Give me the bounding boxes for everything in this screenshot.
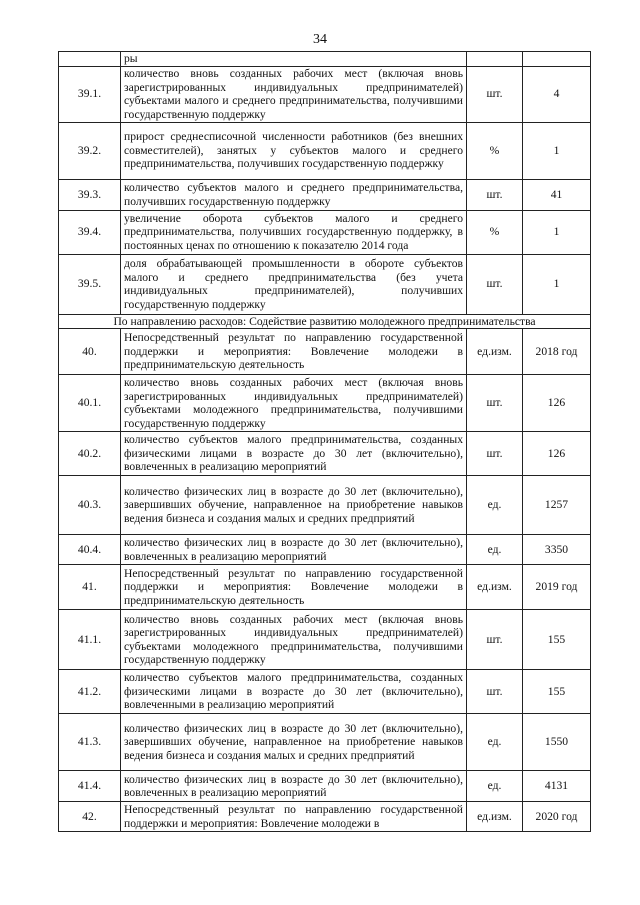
row-number: 39.1. <box>59 66 121 122</box>
section-row <box>59 314 591 329</box>
unit-of-measure: % <box>467 210 523 254</box>
row-number: 39.4. <box>59 210 121 254</box>
indicator-description: Непосредственный результат по направлению государственной поддержки и мероприятия: Вовлечение молодежи в <box>121 802 467 832</box>
unit-of-measure: шт. <box>467 670 523 714</box>
indicator-description: количество вновь созданных рабочих мест (включая вновь зарегистрированных индивидуальных предпринимателей) субъектами молодежного предпринимательства, получившими государственную поддержку <box>121 610 467 670</box>
indicator-description: количество вновь созданных рабочих мест (включая вновь зарегистрированных индивидуальных предпринимателей) субъектами молодежного предпринимательства, получившими государственную поддержку <box>121 375 467 432</box>
row-number: 39.3. <box>59 179 121 210</box>
row-number: 39.2. <box>59 122 121 179</box>
row-number: 41.3. <box>59 714 121 771</box>
indicator-value: 4 <box>523 66 591 122</box>
row-number: 41.1. <box>59 610 121 670</box>
indicator-description: увеличение оборота субъектов малого и среднего предпринимательства, получивших государственную поддержку, в постоянных ценах по отношению к показателю 2014 года <box>121 210 467 254</box>
row-number: 41.2. <box>59 670 121 714</box>
row-number: 40.4. <box>59 535 121 565</box>
table-row <box>59 52 591 67</box>
indicator-description: количество физических лиц в возрасте до 30 лет (включительно), завершивших обучение, направленное на приобретение навыков ведения бизнеса и создания малых и средних предприятий <box>121 714 467 771</box>
row-number: 39.5. <box>59 254 121 314</box>
indicator-description: доля обрабатывающей промышленности в обороте субъектов малого и среднего предпринимательства (без учета индивидуальных предпринимателей), получивших государственную поддержку <box>121 254 467 314</box>
indicator-description: Непосредственный результат по направлению государственной поддержки и мероприятия: Вовлечение молодежи в предпринимательскую деятельность <box>121 565 467 610</box>
unit-of-measure <box>467 52 523 67</box>
unit-of-measure: ед. <box>467 714 523 771</box>
indicator-description: Непосредственный результат по направлению государственной поддержки и мероприятия: Вовлечение молодежи в предпринимательскую деятельность <box>121 329 467 375</box>
indicators-table-body <box>59 52 591 832</box>
unit-of-measure: ед.изм. <box>467 565 523 610</box>
row-number: 40.3. <box>59 476 121 535</box>
unit-of-measure: шт. <box>467 179 523 210</box>
unit-of-measure: ед.изм. <box>467 329 523 375</box>
indicator-description: ры <box>121 52 467 67</box>
indicator-description: количество субъектов малого и среднего предпринимательства, получивших государственную поддержку <box>121 179 467 210</box>
indicator-value: 4131 <box>523 771 591 802</box>
table-row <box>59 802 591 832</box>
unit-of-measure: шт. <box>467 432 523 476</box>
unit-of-measure: шт. <box>467 254 523 314</box>
table-row <box>59 670 591 714</box>
table-row <box>59 179 591 210</box>
table-row <box>59 535 591 565</box>
indicator-value: 3350 <box>523 535 591 565</box>
table-row <box>59 254 591 314</box>
table-row <box>59 610 591 670</box>
row-number: 41. <box>59 565 121 610</box>
table-row <box>59 329 591 375</box>
unit-of-measure: шт. <box>467 375 523 432</box>
indicator-description: количество физических лиц в возрасте до 30 лет (включительно), вовлеченных в реализацию мероприятий <box>121 771 467 802</box>
table-row <box>59 210 591 254</box>
indicator-value: 126 <box>523 432 591 476</box>
indicator-description: количество физических лиц в возрасте до 30 лет (включительно), вовлеченных в реализацию мероприятий <box>121 535 467 565</box>
indicator-value: 155 <box>523 610 591 670</box>
page-number: 34 <box>313 32 327 47</box>
indicator-value: 2020 год <box>523 802 591 832</box>
table-row <box>59 476 591 535</box>
indicators-table <box>58 51 591 832</box>
table-row <box>59 432 591 476</box>
indicator-value: 1257 <box>523 476 591 535</box>
table-row <box>59 122 591 179</box>
indicator-value: 2018 год <box>523 329 591 375</box>
unit-of-measure: ед. <box>467 771 523 802</box>
row-number: 40.1. <box>59 375 121 432</box>
indicator-description: прирост среднесписочной численности работников (без внешних совместителей), занятых у субъектов малого и среднего предпринимательства, получивших государственную поддержку <box>121 122 467 179</box>
unit-of-measure: ед. <box>467 535 523 565</box>
indicator-value: 155 <box>523 670 591 714</box>
unit-of-measure: ед.изм. <box>467 802 523 832</box>
table-row <box>59 771 591 802</box>
table-row <box>59 66 591 122</box>
table-row <box>59 714 591 771</box>
table-row <box>59 565 591 610</box>
row-number: 41.4. <box>59 771 121 802</box>
unit-of-measure: шт. <box>467 610 523 670</box>
indicator-value: 41 <box>523 179 591 210</box>
section-heading: По направлению расходов: Содействие развитию молодежного предпринимательства <box>59 314 591 329</box>
row-number: 40.2. <box>59 432 121 476</box>
indicator-value: 126 <box>523 375 591 432</box>
row-number: 42. <box>59 802 121 832</box>
row-number: 40. <box>59 329 121 375</box>
indicator-description: количество субъектов малого предпринимательства, созданных физическими лицами в возрасте до 30 лет (включительно), вовлеченных в реализацию мероприятий <box>121 432 467 476</box>
indicator-description: количество субъектов малого предпринимательства, созданных физическими лицами в возрасте до 30 лет (включительно), вовлеченными в реализацию мероприятий <box>121 670 467 714</box>
indicator-value: 1 <box>523 210 591 254</box>
indicator-value: 1 <box>523 122 591 179</box>
indicator-value <box>523 52 591 67</box>
indicator-value: 1550 <box>523 714 591 771</box>
indicator-value: 1 <box>523 254 591 314</box>
indicator-value: 2019 год <box>523 565 591 610</box>
indicator-description: количество вновь созданных рабочих мест (включая вновь зарегистрированных индивидуальных предпринимателей) субъектами малого и среднего предпринимательства, получившими государственную поддержку <box>121 66 467 122</box>
unit-of-measure: % <box>467 122 523 179</box>
unit-of-measure: шт. <box>467 66 523 122</box>
row-number <box>59 52 121 67</box>
unit-of-measure: ед. <box>467 476 523 535</box>
indicator-description: количество физических лиц в возрасте до 30 лет (включительно), завершивших обучение, направленное на приобретение навыков ведения бизнеса и создания малых и средних предприятий <box>121 476 467 535</box>
table-row <box>59 375 591 432</box>
